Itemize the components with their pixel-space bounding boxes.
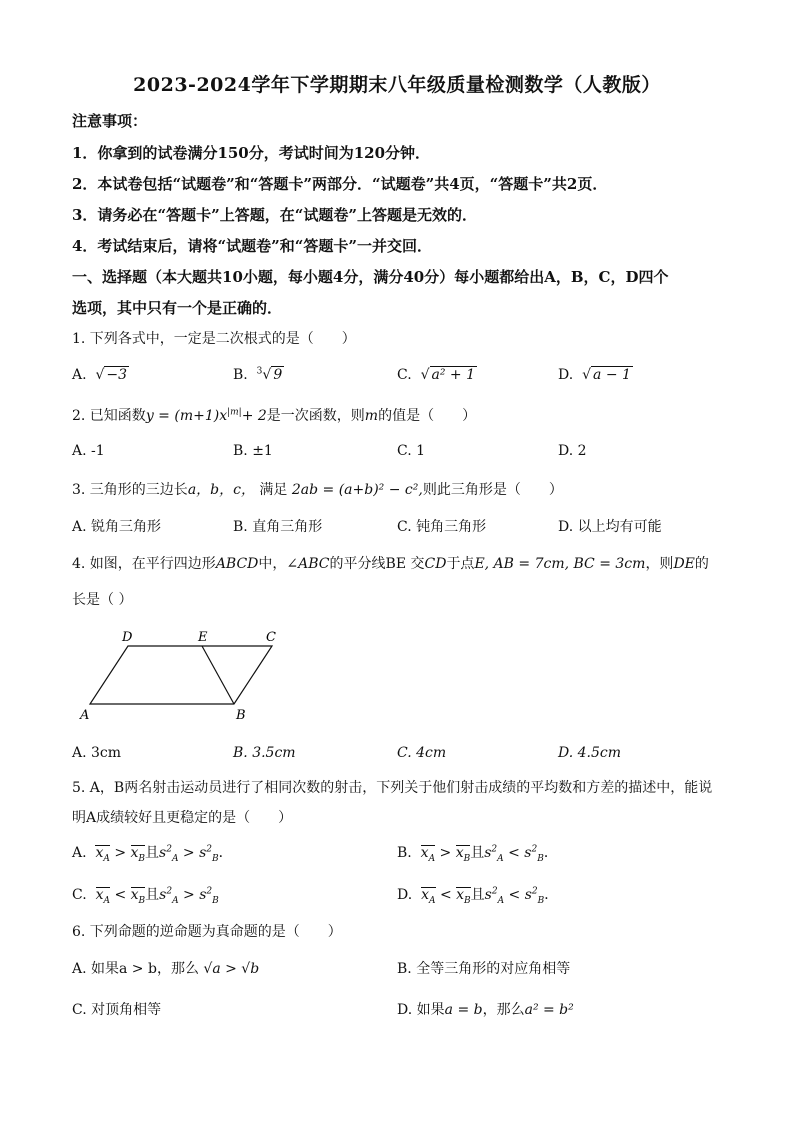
section-heading-line2: 选项，其中只有一个是正确的．: [72, 299, 283, 317]
q1-option-d-label: D.: [558, 367, 574, 383]
q6-option-c: C. 对顶角相等: [72, 1002, 162, 1018]
label-a: A: [80, 708, 90, 723]
q2-var: m: [364, 408, 379, 424]
q6-d-math2: a² = b²: [524, 1002, 574, 1018]
q6-a-text: A. 如果a > b，那么: [72, 961, 199, 977]
q5-d-cmp: <: [439, 887, 452, 903]
q5-c-var-cmp: >: [183, 887, 195, 903]
q5-c-label: C.: [72, 887, 87, 903]
q5-option-d: D. $x_A < x_B$且$s^2_A < s^2_B$．: [397, 886, 559, 906]
q4-prefix: 4. 如图，在平行四边形: [72, 556, 216, 572]
q2-math2: + 2: [241, 408, 267, 424]
q4-de: DE: [673, 556, 695, 572]
q5-a-cmp: >: [114, 845, 127, 861]
q5-c-and: 且: [145, 887, 160, 903]
q4-end: 的: [694, 556, 709, 572]
q5-option-c: C. $x_A < x_B$且$s^2_A > s^2_B$: [72, 886, 219, 906]
q4-mid4: ，则: [645, 556, 674, 572]
q2-option-c: C. 1: [397, 443, 426, 459]
notice-item-4: 4．考试结束后，请将“试题卷”和“答题卡”一并交回．: [72, 237, 432, 255]
question-2-stem: [72, 405, 476, 425]
label-e: E: [198, 630, 208, 645]
q1-option-c-label: C.: [397, 367, 412, 383]
q5-a-label: A.: [72, 845, 87, 861]
q2-math: y = (m+1)x: [145, 408, 228, 424]
q4-option-d: D. 4.5cm: [558, 745, 622, 761]
q2-suffix: 是一次函数，则: [266, 408, 365, 424]
notice-item-1: 1．你拿到的试卷满分150分，考试时间为120分钟．: [72, 144, 431, 162]
q2-option-d: D. 2: [558, 443, 587, 459]
q5-d-and: 且: [470, 887, 485, 903]
parallelogram-abcd: [90, 646, 272, 704]
q6-d-text: D. 如果: [397, 1002, 445, 1018]
q1-option-b-index: 3: [256, 366, 263, 377]
q3-end: 则此三角形是（ ）: [422, 482, 563, 498]
q5-a-var-cmp: >: [182, 845, 195, 861]
question-4-stem-line1: [72, 553, 709, 573]
q5-b-and: 且: [470, 845, 485, 861]
q6-d-mid: ，那么: [482, 1002, 525, 1018]
question-1-stem: 1. 下列各式中，一定是二次根式的是（ ）: [72, 331, 356, 347]
q4-mid2: 的平分线BE 交: [329, 556, 425, 572]
label-b: B: [236, 708, 246, 723]
q2-option-a: A. -1: [72, 443, 105, 459]
q5-d-label: D.: [397, 887, 413, 903]
question-4-stem-line2: 长是（ ）: [72, 592, 133, 608]
q3-vars: a，b，c，: [187, 482, 255, 498]
notice-item-2: 2．本试卷包括“试题卷”和“答题卡”两部分．“试题卷”共4页，“答题卡”共2页．: [72, 175, 608, 193]
q4-angle: ∠ABC: [286, 556, 330, 572]
q3-option-d: D. 以上均有可能: [558, 519, 662, 535]
q3-mid: 满足: [259, 482, 288, 498]
q4-option-a: A. 3cm: [72, 745, 122, 761]
q3-option-b: B. 直角三角形: [233, 519, 323, 535]
question-3-stem: [72, 479, 563, 499]
notice-heading: 注意事项：: [72, 112, 148, 130]
q5-a-and: 且: [145, 845, 160, 861]
q2-exponent: |m|: [227, 407, 242, 418]
q5-option-a: A. $x_A > x_B$且$s^2_A > s^2_B$．: [72, 844, 233, 864]
q2-option-b: B. ±1: [233, 443, 273, 459]
page-title: 2023-2024学年下学期期末八年级质量检测数学（人教版）: [133, 74, 661, 96]
q2-end: 的值是（ ）: [378, 408, 477, 424]
segment-be: [202, 646, 234, 704]
q4-cd: CD: [424, 556, 447, 572]
q3-option-c: C. 钝角三角形: [397, 519, 487, 535]
q6-option-b: B. 全等三角形的对应角相等: [397, 961, 571, 977]
section-heading-line1: 一、选择题（本大题共10小题，每小题4分，满分40分）每小题都给出A，B，C，D四个: [72, 268, 669, 286]
q6-option-d: [397, 999, 574, 1019]
q3-math: 2ab = (a+b)² − c²,: [291, 482, 423, 498]
q4-mid: 中，: [258, 556, 287, 572]
q4-mid3: 于点: [446, 556, 475, 572]
q5-c-cmp: <: [114, 887, 127, 903]
q1-option-a-label: A.: [72, 367, 87, 383]
q5-b-cmp: >: [439, 845, 452, 861]
q4-option-c: C. 4cm: [397, 745, 447, 761]
q6-a-math: √a > √b: [203, 961, 260, 977]
label-c: C: [266, 630, 276, 645]
q1-option-b-label: B.: [233, 367, 248, 383]
q1-option-d-math: a − 1: [593, 367, 631, 383]
q3-prefix: 3. 三角形的三边长: [72, 482, 188, 498]
q6-option-a: [72, 958, 259, 978]
q5-b-var-cmp: <: [508, 845, 520, 861]
q4-math: E, AB = 7cm, BC = 3cm: [474, 556, 646, 572]
question-5-stem-line1: 5. A，B两名射击运动员进行了相同次数的射击，下列关于他们射击成绩的平均数和方差的描述中，能说: [72, 780, 713, 796]
q4-abcd: ABCD: [215, 556, 259, 572]
q3-option-a: A. 锐角三角形: [72, 519, 162, 535]
q1-option-c: C. √ a² + 1: [397, 367, 475, 383]
q1-option-d: D. √ a − 1: [558, 367, 631, 383]
q1-option-b: B. $^3$√ 9: [233, 366, 283, 383]
q6-d-math: a = b: [444, 1002, 483, 1018]
q1-option-c-math: a² + 1: [431, 367, 475, 383]
notice-item-3: 3．请务必在“答题卡”上答题，在“试题卷”上答题是无效的．: [72, 206, 477, 224]
q5-b-label: B.: [397, 845, 412, 861]
q2-prefix: 2. 已知函数: [72, 408, 146, 424]
label-d: D: [122, 630, 133, 645]
q5-d-var-cmp: <: [508, 887, 521, 903]
q1-option-b-math: 9: [273, 367, 283, 383]
question-5-stem-line2: 明A成绩较好且更稳定的是（ ）: [72, 810, 293, 826]
q5-option-b: B. $x_A > x_B$且$s^2_A < s^2_B$．: [397, 844, 558, 864]
question-6-stem: 6. 下列命题的逆命题为真命题的是（ ）: [72, 924, 342, 940]
q1-option-a-math: −3: [106, 367, 128, 383]
parallelogram-figure: [70, 624, 290, 728]
q1-option-a: A. √ −3: [72, 367, 128, 383]
q4-option-b: B. 3.5cm: [233, 745, 296, 761]
